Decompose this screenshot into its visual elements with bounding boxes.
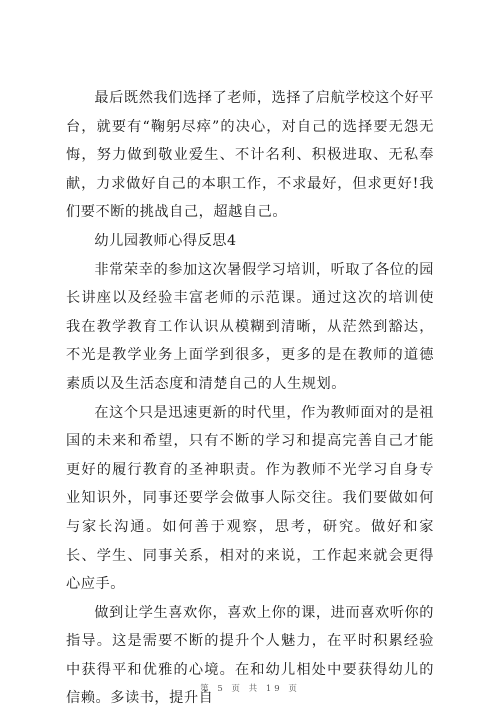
section-heading: 幼儿园教师心得反思4 xyxy=(94,232,237,249)
paragraph-conclusion: 最后既然我们选择了老师，选择了启航学校这个好平台，就要有“鞠躬尽瘁”的决心，对自己的选择要无怨无悔，努力做到敬业爱生、不计名利、积极进取、无私奉献，力求做好自己的本职工作，不求最好，但求更好!我们要不断的挑战自己，超越自己。 xyxy=(66,90,434,221)
paragraph-charm: 做到让学生喜欢你，喜欢上你的课，进而喜欢听你的指导。这是需要不断的提升个人魅力，在平时积累经验中获得平和优雅的心境。在和幼儿相处中要获得幼儿的信赖。多读书，提升自 xyxy=(66,604,434,707)
paragraph-learning: 在这个只是迅速更新的时代里，作为教师面对的是祖国的未来和希望，只有不断的学习和提高完善自己才能更好的履行教育的圣神职责。作为教师不光学习自身专业知识外，同事还要学会做事人际交往。我们要做如何与家长沟通。如何善于观察，思考，研究。做好和家长、学生、同事关系，相对的来说，工作起来就会更得心应手。 xyxy=(66,404,434,593)
paragraph-training: 非常荣幸的参加这次暑假学习培训，听取了各位的园长讲座以及经验丰富老师的示范课。通过这次的培训使我在教学教育工作认识从模糊到清晰，从茫然到豁达，不光是教学业务上面学到很多，更多的是在教师的道德素质以及生活态度和清楚自己的人生规划。 xyxy=(66,261,434,392)
page-number-footer: 第 5 页 共 19 页 xyxy=(200,684,300,694)
document-body xyxy=(66,84,434,713)
